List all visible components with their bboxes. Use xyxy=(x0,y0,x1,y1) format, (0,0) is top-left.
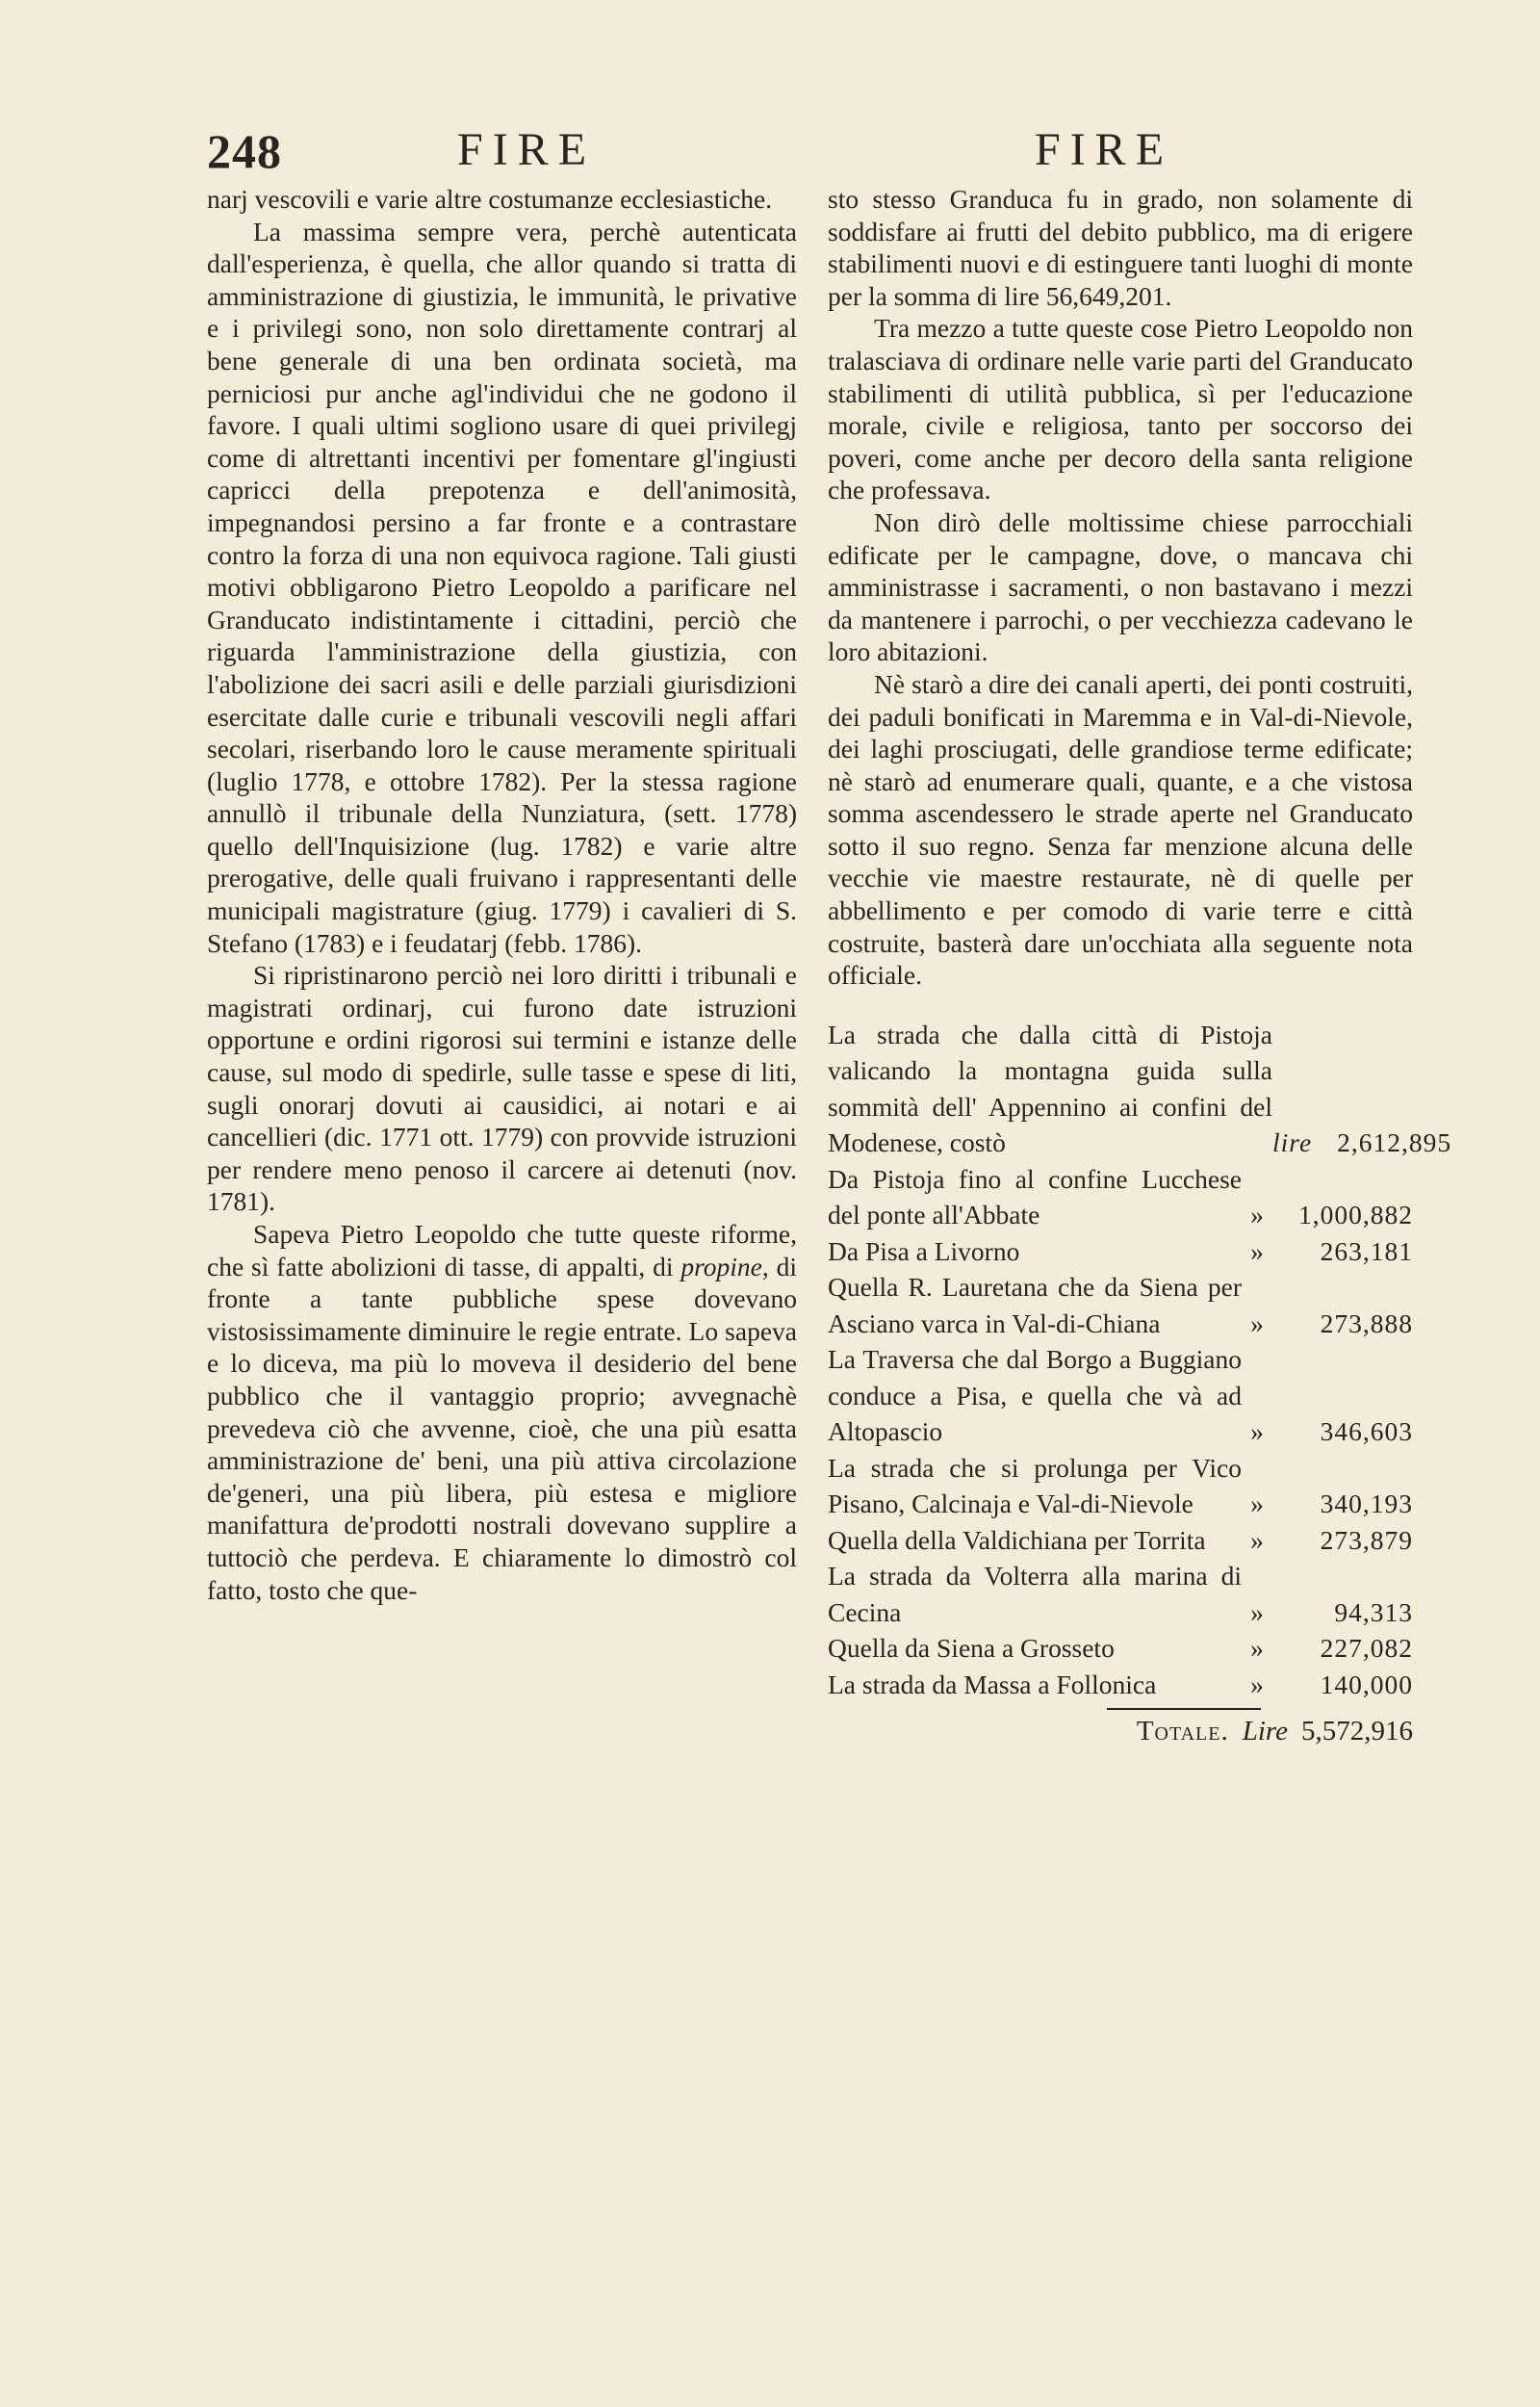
left-column xyxy=(207,183,797,1606)
road-cost: 1,000,882 xyxy=(1298,1200,1413,1230)
paragraph: Non dirò delle moltissime chiese parrocchiali edificate per le campagne, dove, o mancava chi amministrasse i sacramenti, o non bastavano i mezzi da mantenere i parrochi, o per vecchiezza cadevano le loro abitazioni. xyxy=(828,506,1413,667)
road-cost: 94,313 xyxy=(1334,1596,1413,1627)
road-description: La strada da Volterra alla marina di Cecina xyxy=(828,1561,1242,1627)
italic-term: propine xyxy=(680,1251,762,1281)
road-description: Quella R. Lauretana che da Siena per Asciano varca in Val-di-Chiana xyxy=(828,1272,1242,1338)
table-row xyxy=(828,1161,1413,1233)
road-description: La strada da Massa a Follonica xyxy=(828,1669,1157,1699)
table-row xyxy=(828,1233,1413,1270)
road-cost: 273,888 xyxy=(1320,1307,1413,1338)
ditto-mark: » xyxy=(1250,1596,1264,1627)
road-description: Quella da Siena a Grosseto xyxy=(828,1633,1115,1664)
roads-cost-table xyxy=(828,1017,1452,1750)
road-description: La strada che si prolunga per Vico Pisano, Calcinaja e Val-di-Nievole xyxy=(828,1452,1242,1519)
running-head-left: FIRE xyxy=(457,124,597,175)
page-number: 248 xyxy=(207,124,282,178)
total-label: Totale. xyxy=(1136,1716,1229,1747)
road-description: Quella della Valdichiana per Torrita xyxy=(828,1524,1206,1555)
paragraph-text: , di fronte a tante pubbliche spese dovevano vistosissimamente diminuire le regie entrate. Lo sapeva e lo diceva, ma più lo moveva il desiderio del bene pubblico che il vantaggio proprio; avvegnachè prevedeva ciò che avvenne, cioè, che una più esatta amministrazione de' beni, una più attiva circolazione de'generi, una più libera, più estesa e migliore manifattura de'prodotti nostrali dovevano supplire a tuttociò che perdeva. E chiaramente lo dimostrò col fatto, tosto che que- xyxy=(207,1251,797,1605)
paragraph: narj vescovili e varie altre costumanze ecclesiastiche. xyxy=(207,184,773,214)
road-cost xyxy=(1272,1125,1452,1161)
road-cost: 346,603 xyxy=(1320,1416,1413,1447)
ditto-mark: » xyxy=(1250,1669,1264,1699)
road-cost: 227,082 xyxy=(1320,1633,1413,1664)
road-description: Da Pistoja fino al confine Lucchese del ponte all'Abbate xyxy=(828,1163,1242,1230)
table-row xyxy=(828,1341,1413,1450)
table-row xyxy=(828,1667,1413,1703)
ditto-mark: » xyxy=(1250,1524,1264,1555)
table-row xyxy=(828,1269,1413,1341)
page-header xyxy=(207,123,1415,191)
road-cost: 273,879 xyxy=(1320,1524,1413,1555)
ditto-mark: » xyxy=(1250,1235,1264,1266)
right-column xyxy=(828,183,1452,1750)
road-description: La strada che dalla città di Pistoja valicando la montagna guida sulla sommità dell' Appennino ai confini del Modenese, costò xyxy=(828,1019,1272,1158)
total-row xyxy=(828,1714,1413,1750)
road-cost: 340,193 xyxy=(1320,1488,1413,1519)
ditto-mark: » xyxy=(1250,1488,1264,1519)
road-cost: 140,000 xyxy=(1320,1669,1413,1699)
running-head-right: FIRE xyxy=(1035,124,1174,175)
total-divider xyxy=(1107,1708,1261,1710)
table-row xyxy=(828,1522,1413,1559)
table-row xyxy=(828,1450,1413,1522)
ditto-mark: » xyxy=(1250,1633,1264,1664)
paragraph: Nè starò a dire dei canali aperti, dei ponti costruiti, dei paduli bonificati in Maremma e in Val-di-Nievole, dei laghi prosciugati, delle grandiose terme edificate; nè starò ad enumerare quali, quante, e a che vistosa somma ascendessero le strade aperte nel Granducato sotto il suo regno. Senza far menzione alcuna delle vecchie vie maestre restaurate, nè di quelle per abbellimento e per comodo di varie terre e città costruite, basterà dare un'occhiata alla seguente nota officiale. xyxy=(828,668,1413,991)
total-unit: Lire xyxy=(1242,1716,1288,1747)
paragraph: Si ripristinarono perciò nei loro diritti i tribunali e magistrati ordinarj, cui furono date istruzioni opportune e ordini rigorosi sui termini e istanze delle cause, sul modo di spedirle, sulle tasse e spese di liti, sugli onorarj dovuti ai causidici, ai notari e ai cancellieri (dic. 1771 ott. 1779) con provvide istruzioni per rendere meno penoso il carcere ai detenuti (nov. 1781). xyxy=(207,960,797,1217)
table-row xyxy=(828,1630,1413,1667)
road-cost: 263,181 xyxy=(1320,1235,1413,1266)
paragraph xyxy=(207,1218,797,1606)
amount-value: 2,612,895 xyxy=(1337,1127,1452,1158)
paragraph: La massima sempre vera, perchè autenticata dall'esperienza, è quella, che allor quando si tratta di amministrazione di giustizia, le immunità, le privative e i privilegi sono, non solo direttamente contrarj al bene generale di una ben ordinata società, ma perniciosi pur anche agl'individui che ne godono il favore. I quali ultimi sogliono usare di quei privilegj come di altrettanti incentivi per fomentare gl'ingiusti capricci della prepotenza e dell'animosità, impegnandosi persino a far fronte e a contrastare contro la forza di una non equivoca ragione. Tali giusti motivi obbligarono Pietro Leopoldo a parificare nel Granducato indistintamente i cittadini, perciò che riguarda l'amministrazione della giustizia, con l'abolizione dei sacri asili e delle parziali giurisdizioni esercitate dalle curie e tribunali vescovili negli affari secolari, riserbando loro le cause meramente spirituali (luglio 1778, e ottobre 1782). Per la stessa ragione annullò il tribunale della Nunziatura, (sett. 1778) quello dell'Inquisizione (lug. 1782) e varie altre prerogative, delle quali fruivano i rappresentanti delle municipali magistrature (giug. 1779) i cavalieri di S. Stefano (1783) e i feudatarj (febb. 1786). xyxy=(207,216,797,958)
total-amount: 5,572,916 xyxy=(1301,1716,1413,1747)
paragraph: sto stesso Granduca fu in grado, non solamente di soddisfare ai frutti del debito pubblico, ma di erigere stabilimenti nuovi e di estinguere tanti luoghi di monte per la somma di lire 56,649,201. xyxy=(828,184,1413,311)
table-row xyxy=(828,1558,1413,1630)
ditto-mark: » xyxy=(1250,1416,1264,1447)
ditto-mark: » xyxy=(1250,1307,1264,1338)
currency-unit: lire xyxy=(1272,1127,1313,1158)
ditto-mark: » xyxy=(1250,1200,1264,1230)
paragraph-text: Sapeva Pietro Leopoldo che tutte queste riforme, che sì fatte abolizioni di tasse, di appalti, di xyxy=(207,1219,797,1281)
paragraph: Tra mezzo a tutte queste cose Pietro Leopoldo non tralasciava di ordinare nelle varie parti del Granducato stabilimenti di utilità pubblica, sì per l'educazione morale, civile e religiosa, tanto per soccorso dei poveri, come anche per decoro della santa religione che professava. xyxy=(828,313,1413,505)
road-description: Da Pisa a Livorno xyxy=(828,1235,1020,1266)
table-row xyxy=(828,1017,1452,1161)
road-description: La Traversa che dal Borgo a Buggiano conduce a Pisa, e quella che và ad Altopascio xyxy=(828,1344,1242,1447)
